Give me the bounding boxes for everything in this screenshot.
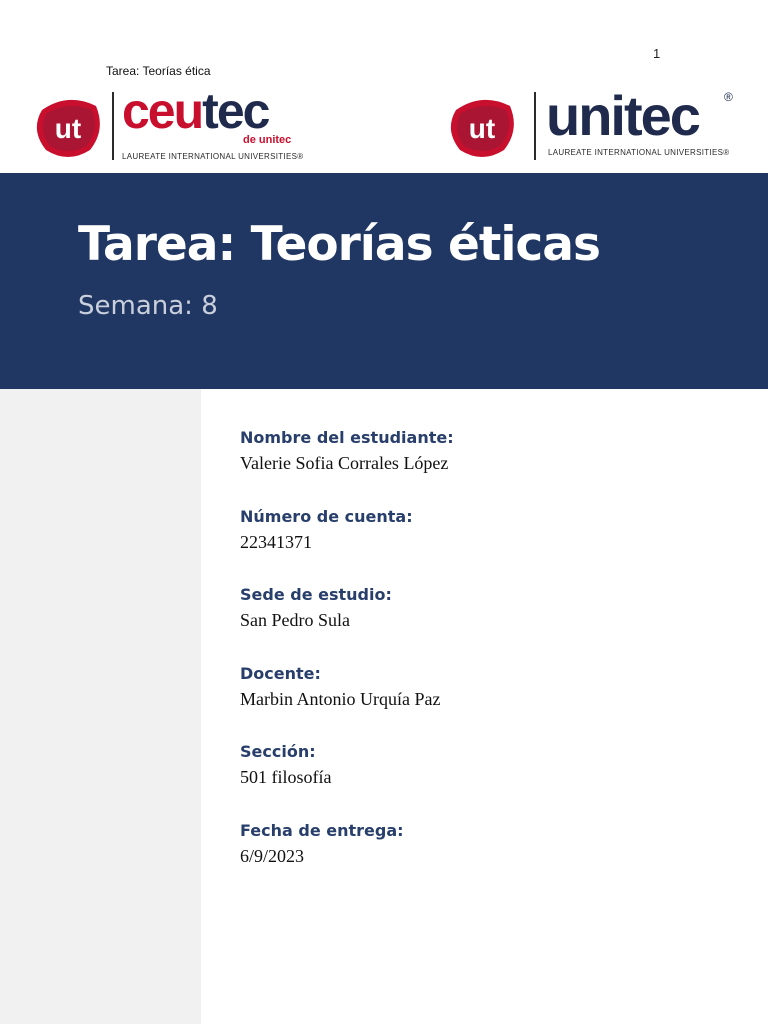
svg-text:ut: ut (54, 113, 82, 144)
field-value: Valerie Sofia Corrales López (240, 453, 449, 473)
field-label: Nombre del estudiante: (240, 428, 454, 447)
ut-badge-icon (448, 96, 516, 160)
field-due-date (240, 819, 740, 898)
laureate-tagline: LAUREATE INTERNATIONAL UNIVERSITIES® (548, 148, 730, 157)
logo-divider (112, 92, 114, 160)
field-value: San Pedro Sula (240, 610, 350, 630)
title-band (0, 173, 768, 389)
field-value: Marbin Antonio Urquía Paz (240, 688, 441, 709)
field-label: Número de cuenta: (240, 506, 413, 526)
logo-divider (534, 92, 536, 160)
field-teacher (240, 662, 740, 741)
field-section (240, 740, 740, 819)
de-unitec-label: de unitec (243, 134, 292, 146)
laureate-tagline: LAUREATE INTERNATIONAL UNIVERSITIES® (122, 152, 304, 161)
field-student-name (240, 426, 740, 505)
ut-badge-icon (34, 96, 102, 160)
field-label: Docente: (240, 663, 321, 683)
side-panel (0, 389, 201, 1024)
field-account-number (240, 505, 740, 584)
document-title: Tarea: Teorías éticas (78, 217, 600, 272)
field-value: 22341371 (240, 531, 312, 552)
field-label: Sección: (240, 742, 316, 761)
registered-mark: ® (724, 90, 733, 104)
unitec-wordmark: unitec (546, 84, 699, 147)
field-value: 501 filosofía (240, 767, 332, 787)
ceutec-logo (34, 83, 304, 168)
page-number: 1 (653, 46, 661, 61)
student-info (240, 426, 740, 897)
svg-text:ut: ut (468, 113, 496, 144)
field-value: 6/9/2023 (240, 845, 305, 866)
field-campus (240, 583, 740, 662)
unitec-logo (448, 84, 748, 168)
field-label: Fecha de entrega: (240, 820, 404, 840)
field-label: Sede de estudio: (240, 585, 392, 604)
ceutec-wordmark: ceutec (122, 83, 269, 139)
running-header: Tarea: Teorías ética (106, 64, 211, 78)
document-subtitle: Semana: 8 (78, 291, 218, 321)
